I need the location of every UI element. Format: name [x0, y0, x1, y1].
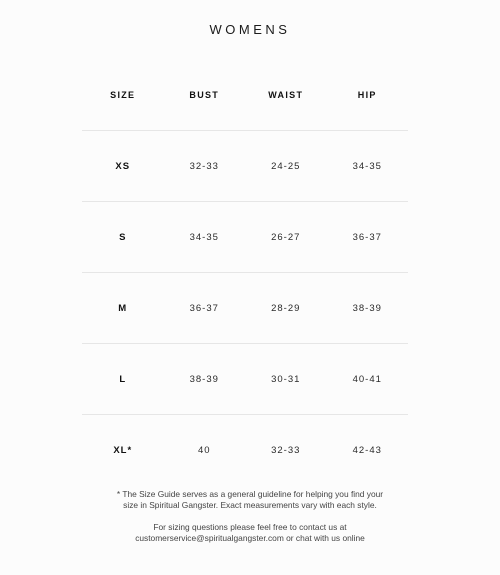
- contact-line: customerservice@spiritualgangster.com or chat with us online: [135, 533, 365, 543]
- size-cell: L: [119, 373, 127, 385]
- table-row: [82, 273, 408, 344]
- header-waist: WAIST: [268, 90, 304, 100]
- bust-cell: 40: [197, 444, 211, 456]
- bust-cell: 34-35: [189, 231, 219, 243]
- size-cell: M: [118, 302, 128, 314]
- header-hip: HIP: [357, 90, 377, 100]
- bust-cell: 36-37: [189, 302, 219, 314]
- footnote-line: * The Size Guide serves as a general guideline for helping you find your: [116, 489, 384, 499]
- size-table: [82, 60, 408, 485]
- hip-cell: 40-41: [352, 373, 382, 385]
- size-cell: XS: [115, 160, 131, 172]
- size-cell: S: [119, 231, 127, 243]
- size-guide-footnote: [0, 489, 500, 511]
- hip-cell: 42-43: [352, 444, 382, 456]
- waist-cell: 30-31: [271, 373, 301, 385]
- table-row: [82, 415, 408, 485]
- size-cell: XL*: [113, 444, 133, 456]
- table-row: [82, 131, 408, 202]
- hip-cell: 34-35: [352, 160, 382, 172]
- page-title: WOMENS: [209, 22, 291, 37]
- header-bust: BUST: [189, 90, 220, 100]
- waist-cell: 24-25: [271, 160, 301, 172]
- table-header-row: [82, 60, 408, 131]
- waist-cell: 32-33: [271, 444, 301, 456]
- header-size: SIZE: [110, 90, 136, 100]
- table-row: [82, 344, 408, 415]
- contact-line: For sizing questions please feel free to contact us at: [153, 522, 347, 532]
- hip-cell: 38-39: [352, 302, 382, 314]
- waist-cell: 26-27: [271, 231, 301, 243]
- table-row: [82, 202, 408, 273]
- footnote-line: size in Spiritual Gangster. Exact measurements vary with each style.: [123, 500, 377, 510]
- hip-cell: 36-37: [352, 231, 382, 243]
- bust-cell: 32-33: [189, 160, 219, 172]
- contact-note: [0, 522, 500, 544]
- bust-cell: 38-39: [189, 373, 219, 385]
- waist-cell: 28-29: [271, 302, 301, 314]
